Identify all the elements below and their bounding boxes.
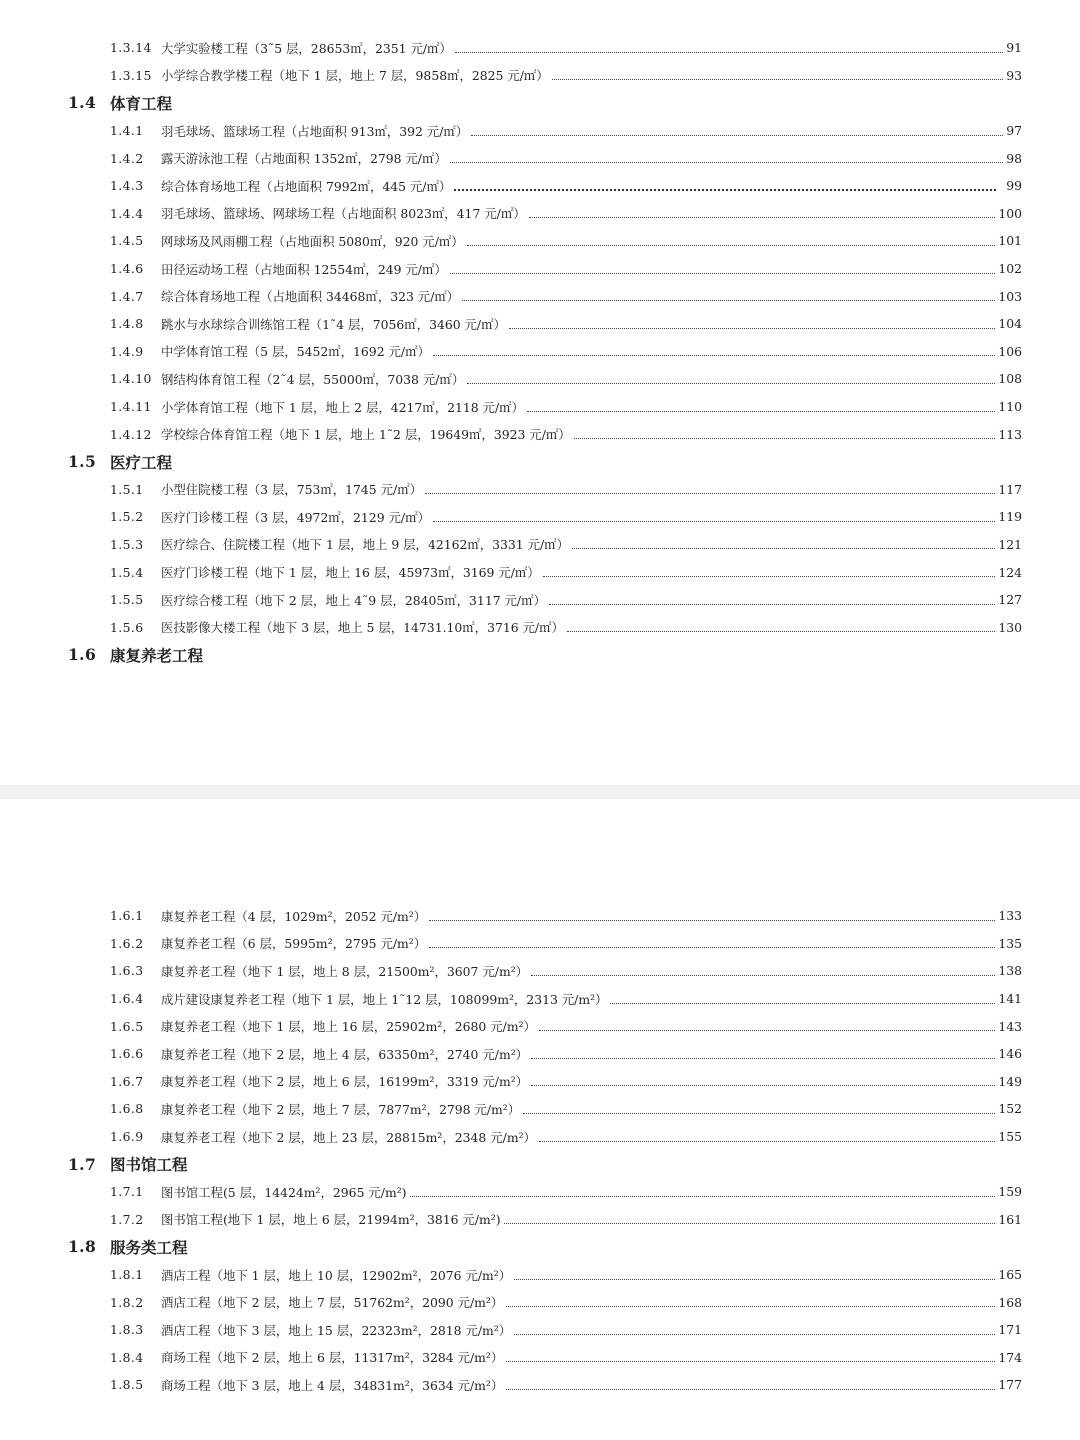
toc-page-number: 146: [998, 1046, 1022, 1062]
dot-leader: [410, 1195, 996, 1197]
toc-entry[interactable]: [0, 503, 1080, 531]
toc-entry[interactable]: [0, 34, 1080, 62]
toc-title: 体育工程: [110, 93, 173, 113]
toc-page-number: 99: [1006, 178, 1022, 194]
toc-entry[interactable]: [0, 558, 1080, 586]
toc-number: 1.5: [68, 452, 97, 472]
toc-page-number: 98: [1006, 150, 1022, 166]
toc-entry[interactable]: [0, 1178, 1080, 1206]
toc-entry[interactable]: [0, 1068, 1080, 1096]
toc-title: 医疗综合楼工程（地下 2 层，地上 4˜9 层，28405㎡，3117 元/㎡）: [161, 592, 546, 608]
toc-title: 中学体育馆工程（5 层，5452㎡，1692 元/㎡）: [161, 344, 430, 360]
toc-entry[interactable]: [0, 227, 1080, 255]
toc-number: 1.8.2: [110, 1294, 144, 1310]
toc-page-number: 117: [998, 481, 1022, 497]
toc-title: 康复养老工程（地下 2 层，地上 6 层，16199m²，3319 元/m²）: [161, 1074, 529, 1090]
toc-page-number: 177: [998, 1377, 1022, 1393]
toc-page-number: 171: [998, 1322, 1022, 1338]
toc-number: 1.4.5: [110, 233, 144, 249]
toc-title: 医疗综合、住院楼工程（地下 1 层，地上 9 层，42162㎡，3331 元/㎡）: [161, 537, 569, 553]
toc-entry[interactable]: [0, 586, 1080, 614]
dot-leader: [450, 272, 996, 274]
toc-title: 露天游泳池工程（占地面积 1352㎡，2798 元/㎡）: [161, 151, 447, 167]
toc-page-number: 108: [998, 371, 1022, 387]
dot-leader: [574, 437, 996, 439]
toc-title: 医技影像大楼工程（地下 3 层，地上 5 层，14731.10㎡，3716 元/㎡）: [161, 620, 564, 636]
toc-number: 1.6.7: [110, 1073, 144, 1089]
toc-title: 综合体育场地工程（占地面积 7992㎡，445 元/㎡）: [161, 178, 452, 194]
toc-number: 1.6.4: [110, 991, 144, 1007]
toc-number: 1.8.3: [110, 1322, 144, 1338]
dot-leader: [462, 299, 995, 301]
toc-entry[interactable]: [0, 1123, 1080, 1151]
toc-number: 1.6: [68, 645, 97, 665]
toc-entry[interactable]: [0, 902, 1080, 930]
dot-leader: [567, 630, 995, 632]
toc-page-number: 152: [998, 1101, 1022, 1117]
dot-leader: [467, 382, 995, 384]
dot-leader: [433, 354, 995, 356]
toc-section-heading: [0, 89, 1080, 117]
toc-title: 羽毛球场、篮球场工程（占地面积 913㎡，392 元/㎡）: [161, 123, 469, 139]
dot-leader: [506, 1360, 995, 1362]
toc-page-number: 174: [998, 1349, 1022, 1365]
toc-title: 康复养老工程（地下 2 层，地上 7 层，7877m²，2798 元/m²）: [161, 1101, 521, 1117]
toc-title: 康复养老工程（地下 1 层，地上 8 层，21500m²，3607 元/m²）: [161, 963, 529, 979]
toc-title: 酒店工程（地下 2 层，地上 7 层，51762m²，2090 元/m²）: [161, 1295, 504, 1311]
toc-entry[interactable]: [0, 1288, 1080, 1316]
toc-title: 酒店工程（地下 3 层，地上 15 层，22323m²，2818 元/m²）: [161, 1322, 512, 1338]
dot-leader: [425, 492, 995, 494]
toc-title: 网球场及风雨棚工程（占地面积 5080㎡，920 元/㎡）: [161, 233, 464, 249]
toc-entry[interactable]: [0, 420, 1080, 448]
toc-title: 康复养老工程（地下 2 层，地上 23 层，28815m²，2348 元/m²）: [161, 1129, 536, 1145]
toc-page-number: 103: [998, 288, 1022, 304]
dot-leader: [549, 603, 995, 605]
toc-number: 1.4: [68, 93, 97, 113]
toc-page-number: 143: [998, 1018, 1022, 1034]
toc-section-heading: [0, 1233, 1080, 1261]
toc-title: 康复养老工程（6 层，5995m²，2795 元/m²）: [161, 936, 427, 952]
toc-number: 1.4.6: [110, 261, 144, 277]
toc-entry[interactable]: [0, 338, 1080, 366]
toc-page-number: 133: [998, 908, 1022, 924]
toc-entry[interactable]: [0, 1206, 1080, 1234]
toc-entry[interactable]: [0, 1371, 1080, 1399]
toc-title: 康复养老工程（地下 2 层，地上 4 层，63350m²，2740 元/m²）: [161, 1046, 529, 1062]
toc-page-2: [0, 799, 1080, 1440]
toc-title: 图书馆工程: [110, 1155, 188, 1175]
toc-title: 服务类工程: [110, 1237, 188, 1257]
toc-page-number: 149: [998, 1073, 1022, 1089]
toc-entry[interactable]: [0, 531, 1080, 559]
toc-entry[interactable]: [0, 117, 1080, 145]
toc-entry[interactable]: [0, 1012, 1080, 1040]
toc-number: 1.7.1: [110, 1184, 144, 1200]
toc-number: 1.8: [68, 1237, 97, 1257]
toc-page-number: 100: [998, 205, 1022, 221]
toc-entry[interactable]: [0, 1344, 1080, 1372]
toc-title: 康复养老工程: [110, 645, 204, 665]
toc-entry[interactable]: [0, 200, 1080, 228]
toc-title: 图书馆工程(地下 1 层，地上 6 层，21994m²，3816 元/m²): [161, 1212, 501, 1228]
toc-title: 小学综合教学楼工程（地下 1 层，地上 7 层，9858㎡，2825 元/㎡）: [161, 68, 549, 84]
toc-page-number: 159: [998, 1184, 1022, 1200]
toc-entry[interactable]: [0, 957, 1080, 985]
toc-entry[interactable]: [0, 365, 1080, 393]
toc-title: 小学体育馆工程（地下 1 层，地上 2 层，4217㎡，2118 元/㎡）: [161, 399, 524, 415]
toc-section-heading: [0, 641, 1080, 669]
toc-page-number: 121: [998, 536, 1022, 552]
toc-number: 1.8.5: [110, 1377, 144, 1393]
dot-leader: [531, 1084, 995, 1086]
dot-leader: [506, 1388, 995, 1390]
toc-page-number: 130: [998, 619, 1022, 635]
dot-leader: [467, 244, 996, 246]
toc-entry[interactable]: [0, 613, 1080, 641]
dot-leader: [539, 1029, 995, 1031]
toc-entry[interactable]: [0, 62, 1080, 90]
toc-number: 1.5.2: [110, 509, 144, 525]
toc-number: 1.4.8: [110, 316, 144, 332]
toc-number: 1.4.11: [110, 399, 152, 415]
toc-page-number: 104: [998, 316, 1022, 332]
toc-title: 田径运动场工程（占地面积 12554㎡，249 元/㎡）: [161, 261, 447, 277]
dot-leader: [509, 327, 995, 329]
toc-number: 1.6.2: [110, 935, 144, 951]
toc-number: 1.8.1: [110, 1267, 144, 1283]
toc-page-number: 124: [998, 564, 1022, 580]
toc-entry[interactable]: [0, 930, 1080, 958]
dot-leader: [531, 1057, 995, 1059]
toc-title: 跳水与水球综合训练馆工程（1˜4 层，7056㎡，3460 元/㎡）: [161, 316, 506, 332]
dot-leader: [471, 134, 1003, 136]
toc-number: 1.8.4: [110, 1349, 144, 1365]
toc-entry[interactable]: [0, 255, 1080, 283]
toc-number: 1.3.15: [110, 67, 152, 83]
toc-number: 1.5.1: [110, 481, 144, 497]
toc-title: 康复养老工程（4 层，1029m²，2052 元/m²）: [161, 908, 427, 924]
toc-entry[interactable]: [0, 172, 1080, 200]
toc-page-number: 113: [998, 426, 1022, 442]
dot-leader: [539, 1140, 995, 1142]
toc-number: 1.4.7: [110, 288, 144, 304]
dot-leader: [514, 1278, 995, 1280]
dot-leader: [552, 78, 1004, 80]
dot-leader: [610, 1002, 995, 1004]
toc-title: 钢结构体育馆工程（2˜4 层，55000㎡，7038 元/㎡）: [161, 371, 465, 387]
dot-leader: [527, 410, 995, 412]
toc-entry[interactable]: [0, 282, 1080, 310]
toc-title: 图书馆工程(5 层，14424m²，2965 元/m²): [161, 1184, 407, 1200]
toc-number: 1.6.1: [110, 908, 144, 924]
toc-section-heading: [0, 1150, 1080, 1178]
toc-title: 小型住院楼工程（3 层，753㎡，1745 元/㎡）: [161, 482, 422, 498]
toc-page-number: 161: [998, 1211, 1022, 1227]
toc-title: 学校综合体育馆工程（地下 1 层，地上 1˜2 层，19649㎡，3923 元/㎡）: [161, 427, 571, 443]
toc-title: 综合体育场地工程（占地面积 34468㎡，323 元/㎡）: [161, 289, 460, 305]
toc-entry[interactable]: [0, 310, 1080, 338]
toc-page-number: 127: [998, 592, 1022, 608]
toc-entry[interactable]: [0, 1095, 1080, 1123]
dot-leader: [523, 1112, 995, 1114]
toc-page-number: 106: [998, 343, 1022, 359]
toc-page-number: 135: [998, 935, 1022, 951]
toc-title: 医疗门诊楼工程（地下 1 层，地上 16 层，45973㎡，3169 元/㎡）: [161, 565, 540, 581]
dot-leader: [504, 1222, 996, 1224]
toc-page-number: 168: [998, 1294, 1022, 1310]
toc-title: 康复养老工程（地下 1 层，地上 16 层，25902m²，2680 元/m²）: [161, 1019, 536, 1035]
toc-number: 1.6.3: [110, 963, 144, 979]
toc-title: 商场工程（地下 2 层，地上 6 层，11317m²，3284 元/m²）: [161, 1350, 504, 1366]
toc-entry[interactable]: [0, 1040, 1080, 1068]
toc-entry[interactable]: [0, 1261, 1080, 1289]
toc-page-number: 155: [998, 1129, 1022, 1145]
toc-page-number: 165: [998, 1267, 1022, 1283]
dot-leader: [572, 547, 995, 549]
toc-entry[interactable]: [0, 393, 1080, 421]
dot-leader: [433, 520, 995, 522]
toc-number: 1.4.2: [110, 150, 144, 166]
toc-number: 1.4.4: [110, 205, 144, 221]
toc-number: 1.6.6: [110, 1046, 144, 1062]
toc-page-number: 97: [1006, 123, 1022, 139]
toc-title: 成片建设康复养老工程（地下 1 层，地上 1˜12 层，108099m²，2313 元/m²）: [161, 991, 608, 1007]
toc-page-number: 138: [998, 963, 1022, 979]
dot-leader: [529, 216, 996, 218]
toc-title: 医疗工程: [110, 452, 173, 472]
toc-entry[interactable]: [0, 1316, 1080, 1344]
toc-page-number: 110: [998, 399, 1022, 415]
dot-leader: [514, 1333, 995, 1335]
toc-number: 1.6.9: [110, 1129, 144, 1145]
toc-title: 羽毛球场、篮球场、网球场工程（占地面积 8023㎡，417 元/㎡）: [161, 206, 526, 222]
toc-page-number: 91: [1006, 40, 1022, 56]
toc-number: 1.6.8: [110, 1101, 144, 1117]
toc-number: 1.4.3: [110, 178, 144, 194]
dot-leader: [506, 1305, 995, 1307]
toc-title: 大学实验楼工程（3˜5 层，28653㎡，2351 元/㎡）: [161, 40, 452, 56]
toc-number: 1.4.9: [110, 343, 144, 359]
toc-number: 1.4.1: [110, 123, 144, 139]
toc-list-1: [0, 34, 1080, 669]
toc-section-heading: [0, 448, 1080, 476]
toc-number: 1.4.10: [110, 371, 152, 387]
toc-page-number: 119: [998, 509, 1022, 525]
toc-entry[interactable]: [0, 985, 1080, 1013]
toc-number: 1.7.2: [110, 1211, 144, 1227]
dot-leader: [429, 919, 995, 921]
toc-number: 1.5.5: [110, 592, 144, 608]
toc-number: 1.7: [68, 1154, 97, 1174]
dot-leader: [429, 946, 995, 948]
dot-leader: [450, 161, 1003, 163]
toc-number: 1.4.12: [110, 426, 152, 442]
dot-leader: [531, 974, 995, 976]
toc-number: 1.6.5: [110, 1018, 144, 1034]
toc-page-number: 141: [998, 991, 1022, 1007]
toc-title: 医疗门诊楼工程（3 层，4972㎡，2129 元/㎡）: [161, 509, 430, 525]
toc-page-number: 101: [998, 233, 1022, 249]
toc-number: 1.5.3: [110, 536, 144, 552]
toc-entry[interactable]: [0, 144, 1080, 172]
toc-title: 酒店工程（地下 1 层，地上 10 层，12902m²，2076 元/m²）: [161, 1267, 512, 1283]
toc-number: 1.3.14: [110, 40, 152, 56]
dot-leader: [455, 51, 1003, 53]
toc-page-number: 93: [1006, 67, 1022, 83]
page-separator: [0, 785, 1080, 799]
toc-entry[interactable]: [0, 476, 1080, 504]
toc-list-2: [0, 902, 1080, 1399]
toc-page-number: 102: [998, 261, 1022, 277]
dot-leader: [454, 188, 996, 191]
toc-number: 1.5.4: [110, 564, 144, 580]
toc-title: 商场工程（地下 3 层，地上 4 层，34831m²，3634 元/m²）: [161, 1377, 504, 1393]
toc-number: 1.5.6: [110, 619, 144, 635]
dot-leader: [543, 575, 996, 577]
